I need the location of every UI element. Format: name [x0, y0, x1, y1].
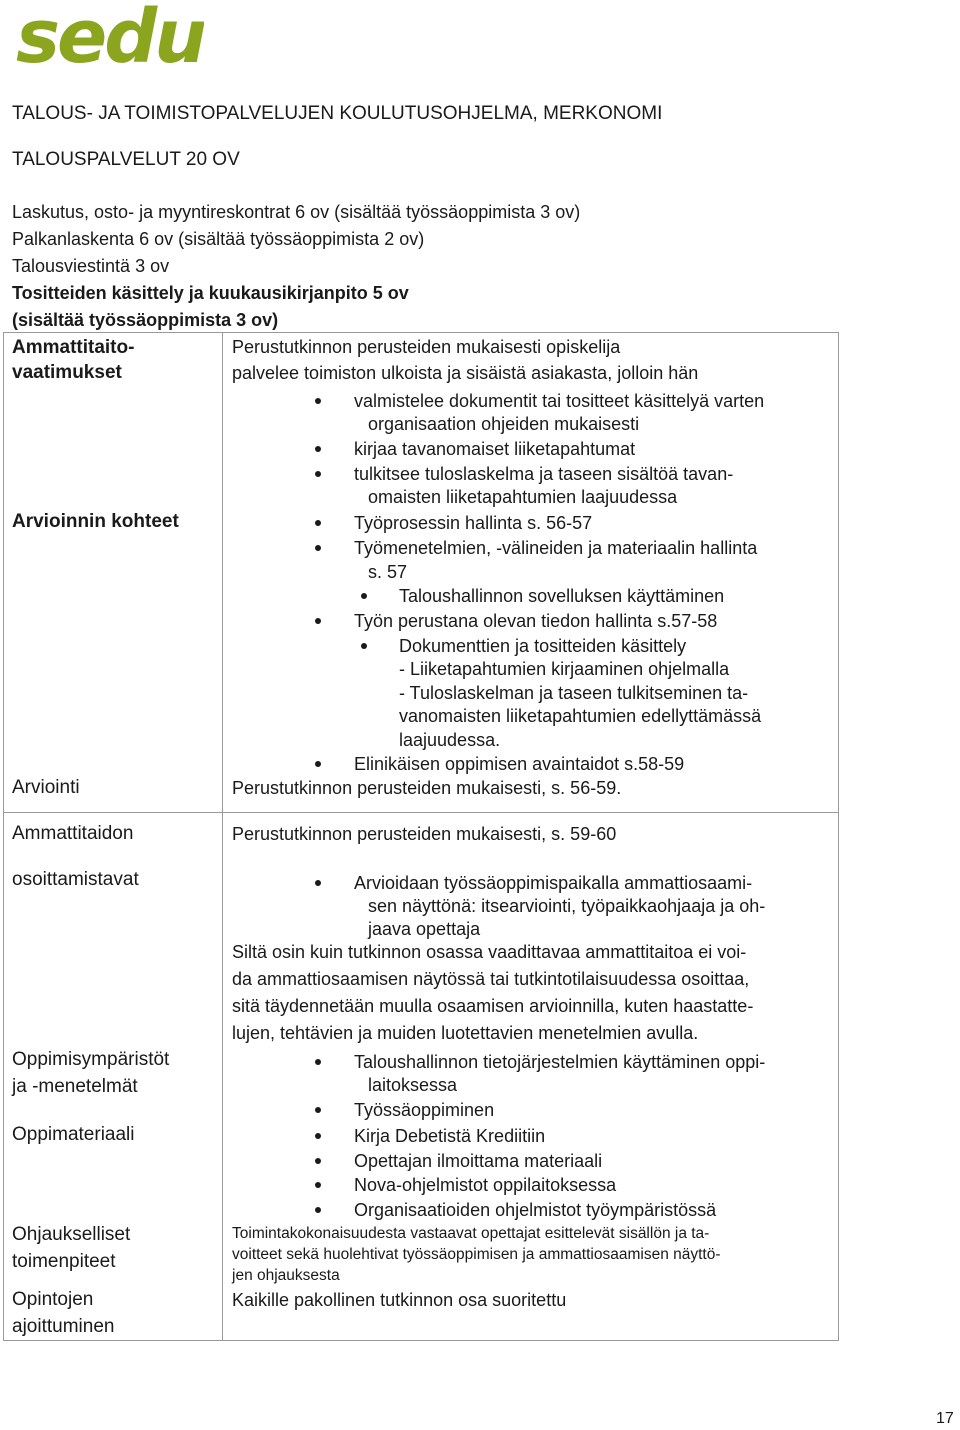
- table-column-divider: [222, 332, 223, 1341]
- label-osoittamistavat: osoittamistavat: [12, 869, 139, 890]
- program-title: TALOUS- JA TOIMISTOPALVELUJEN KOULUTUSOHJELMA, MERKONOMI: [12, 103, 663, 124]
- kohteet-subitem-line: - Tuloslaskelman ja taseen tulkitseminen ta-: [399, 683, 749, 703]
- intro-line: Palkanlaskenta 6 ov (sisältää työssäoppimista 2 ov): [12, 229, 425, 249]
- materiaali-bullet: Opettajan ilmoittama materiaali: [354, 1151, 603, 1171]
- kohteet-item: Elinikäisen oppimisen avaintaidot s.58-59: [354, 754, 685, 774]
- bullet-icon: [315, 545, 321, 551]
- intro-line: Talousviestintä 3 ov: [12, 256, 170, 276]
- bullet-icon: [315, 1207, 321, 1213]
- bullet-icon: [315, 520, 321, 526]
- intro-line: Laskutus, osto- ja myyntireskontrat 6 ov (sisältää työssäoppimista 3 ov): [12, 202, 581, 222]
- bullet-icon: [315, 1158, 321, 1164]
- intro-bold-line: Tositteiden käsittely ja kuukausikirjanpito 5 ov: [12, 283, 409, 303]
- module-title: TALOUSPALVELUT 20 OV: [12, 149, 240, 170]
- materiaali-bullet: Kirja Debetistä Krediitiin: [354, 1126, 546, 1146]
- osoittamistavat-para: da ammattiosaamisen näytössä tai tutkintotilaisuudessa osoittaa,: [232, 969, 750, 989]
- ohjaus-text: jen ohjauksesta: [232, 1267, 340, 1284]
- osoittamistavat-text: Perustutkinnon perusteiden mukaisesti, s. 59-60: [232, 824, 617, 844]
- bullet-icon: [315, 761, 321, 767]
- kohteet-subitem-line: laajuudessa.: [399, 730, 501, 750]
- bullet-icon: [315, 1107, 321, 1113]
- label-ajoittuminen: ajoittuminen: [12, 1316, 115, 1337]
- osoittamistavat-bullet-cont: sen näyttönä: itsearviointi, työpaikkaohjaaja ja oh-: [368, 896, 766, 916]
- label-ammattitaito: Ammattitaito-: [12, 337, 135, 358]
- osoittamistavat-bullet: Arvioidaan työssäoppimispaikalla ammattiosaami-: [354, 873, 753, 893]
- intro-bold-line: (sisältää työssäoppimista 3 ov): [12, 310, 279, 330]
- kohteet-subitem-line: - Liiketapahtumien kirjaaminen ohjelmalla: [399, 659, 730, 679]
- kohteet-item: Työn perustana olevan tiedon hallinta s.57-58: [354, 611, 718, 631]
- bullet-icon: [315, 880, 321, 886]
- materiaali-bullet: Nova-ohjelmistot oppilaitoksessa: [354, 1175, 617, 1195]
- bullet-icon: [315, 618, 321, 624]
- ammattitaito-bullet-cont: omaisten liiketapahtumien laajuudessa: [368, 487, 678, 507]
- label-arviointi: Arviointi: [12, 777, 80, 798]
- ymparistot-bullet: Työssäoppiminen: [354, 1100, 495, 1120]
- ohjaus-text: Toimintakokonaisuudesta vastaavat opettajat esittelevät sisällön ja ta-: [232, 1225, 710, 1242]
- bullet-icon: [315, 398, 321, 404]
- osoittamistavat-bullet-cont: jaava opettaja: [368, 919, 481, 939]
- ammattitaito-bullet: tulkitsee tuloslaskelma ja taseen sisältöä tavan-: [354, 464, 734, 484]
- label-ymparistot: ja -menetelmät: [12, 1076, 138, 1097]
- ammattitaito-bullet: valmistelee dokumentit tai tositteet käsittelyä varten: [354, 391, 765, 411]
- label-ohjaus: Ohjaukselliset: [12, 1224, 131, 1245]
- osoittamistavat-para: lujen, tehtävien ja muiden luotettavien menetelmien avulla.: [232, 1023, 699, 1043]
- label-ymparistot: Oppimisympäristöt: [12, 1049, 170, 1070]
- ajoittuminen-text: Kaikille pakollinen tutkinnon osa suoritettu: [232, 1290, 567, 1310]
- ymparistot-bullet: Taloushallinnon tietojärjestelmien käyttäminen oppi-: [354, 1052, 766, 1072]
- label-ammattitaito: vaatimukset: [12, 362, 122, 383]
- ammattitaito-intro: Perustutkinnon perusteiden mukaisesti opiskelija: [232, 337, 621, 357]
- osoittamistavat-para: sitä täydennetään muulla osaamisen arvioinnilla, kuten haastatte-: [232, 996, 754, 1016]
- bullet-icon: [361, 643, 367, 649]
- label-osoittamistavat: Ammattitaidon: [12, 823, 134, 844]
- kohteet-subitem: Dokumenttien ja tositteiden käsittely: [399, 636, 687, 656]
- label-arvioinnin-kohteet: Arvioinnin kohteet: [12, 511, 179, 532]
- bullet-icon: [361, 593, 367, 599]
- sedu-logo: [14, 4, 204, 70]
- table-row-divider: [3, 812, 839, 813]
- logo-text: sedu: [16, 4, 204, 70]
- kohteet-subitem-line: vanomaisten liiketapahtumien edellyttämässä: [399, 706, 762, 726]
- kohteet-subitem: Taloushallinnon sovelluksen käyttäminen: [399, 586, 725, 606]
- bullet-icon: [315, 471, 321, 477]
- kohteet-item-cont: s. 57: [368, 562, 408, 582]
- label-ohjaus: toimenpiteet: [12, 1251, 116, 1272]
- osoittamistavat-para: Siltä osin kuin tutkinnon osassa vaadittavaa ammattitaitoa ei voi-: [232, 942, 747, 962]
- bullet-icon: [315, 1133, 321, 1139]
- label-oppimateriaali: Oppimateriaali: [12, 1124, 135, 1145]
- ammattitaito-bullet-cont: organisaation ohjeiden mukaisesti: [368, 414, 640, 434]
- bullet-icon: [315, 1182, 321, 1188]
- bullet-icon: [315, 446, 321, 452]
- ammattitaito-bullet: kirjaa tavanomaiset liiketapahtumat: [354, 439, 636, 459]
- bullet-icon: [315, 1059, 321, 1065]
- kohteet-item: Työmenetelmien, -välineiden ja materiaalin hallinta: [354, 538, 758, 558]
- ammattitaito-intro: palvelee toimiston ulkoista ja sisäistä asiakasta, jolloin hän: [232, 363, 699, 383]
- kohteet-item: Työprosessin hallinta s. 56-57: [354, 513, 593, 533]
- label-ajoittuminen: Opintojen: [12, 1289, 94, 1310]
- ohjaus-text: voitteet sekä huolehtivat työssäoppimisen ja ammattiosaamisen näyttö-: [232, 1246, 721, 1263]
- ymparistot-bullet-cont: laitoksessa: [368, 1075, 458, 1095]
- arviointi-text: Perustutkinnon perusteiden mukaisesti, s. 56-59.: [232, 778, 622, 798]
- materiaali-bullet: Organisaatioiden ohjelmistot työympäristössä: [354, 1200, 717, 1220]
- page-number: 17: [936, 1410, 954, 1427]
